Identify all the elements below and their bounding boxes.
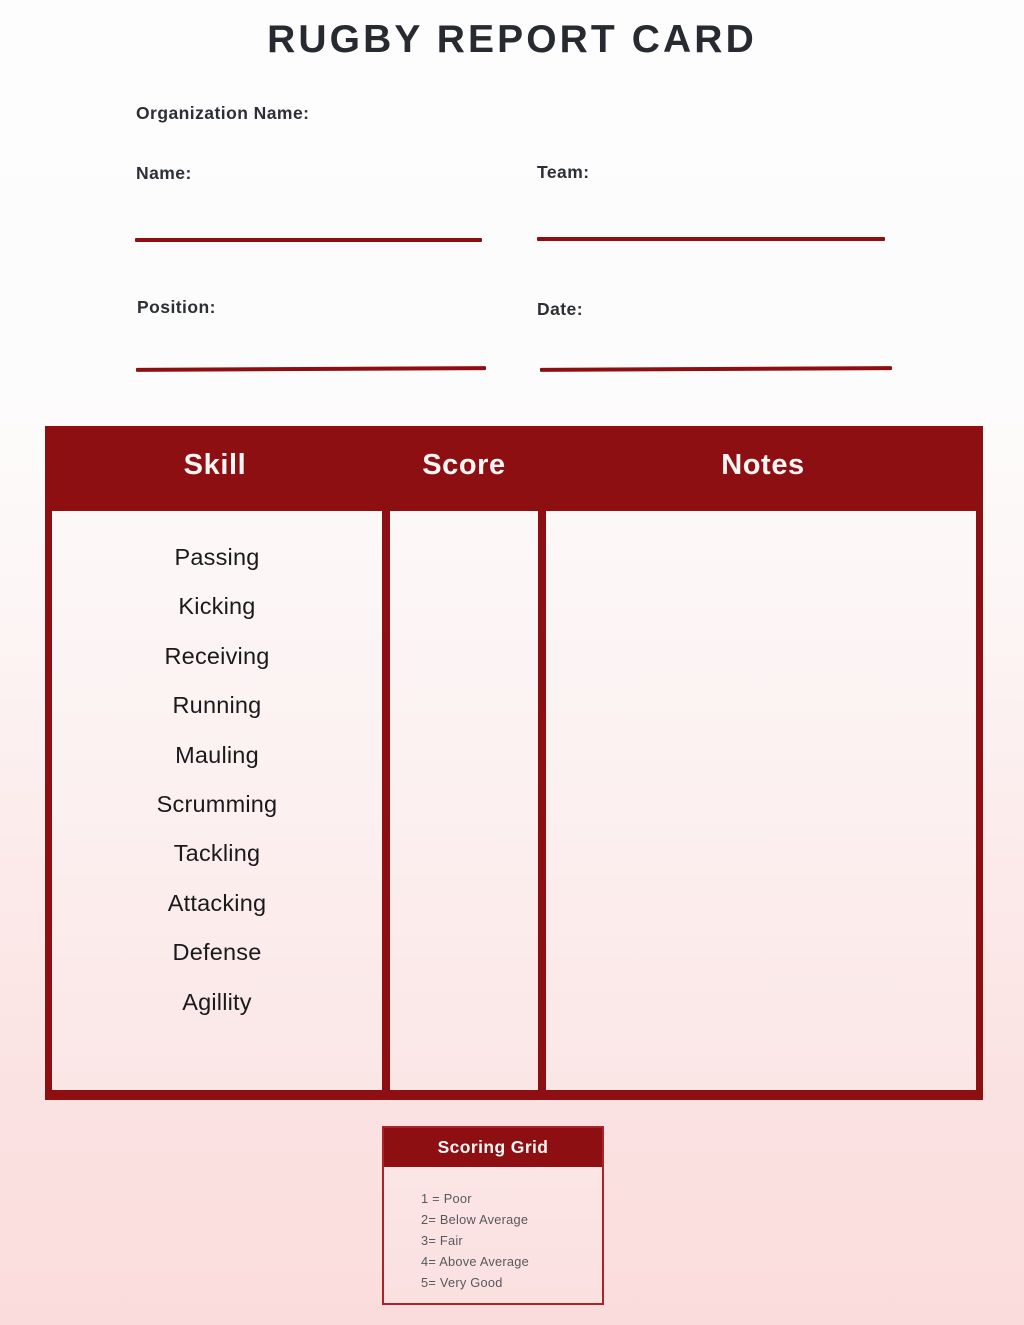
skills-table (45, 426, 983, 1100)
form-fields (0, 98, 1024, 398)
column-header-score: Score (422, 448, 506, 481)
skill-row: Tackling (173, 840, 261, 867)
name-label: Name: (136, 163, 192, 183)
team-input-rule[interactable] (537, 237, 885, 241)
skill-row: Defense (172, 939, 262, 966)
notes-cell[interactable] (546, 533, 976, 582)
scoring-grid-entry: 5= Very Good (421, 1275, 503, 1290)
position-label: Position: (137, 297, 216, 317)
scoring-grid-entry: 3= Fair (421, 1233, 463, 1248)
notes-cell[interactable] (546, 780, 976, 829)
date-input-rule[interactable] (540, 366, 892, 372)
notes-cell[interactable] (546, 731, 976, 780)
score-cell[interactable] (390, 829, 538, 878)
date-label: Date: (537, 299, 584, 319)
score-cell[interactable] (390, 632, 538, 681)
skill-row: Kicking (178, 593, 256, 620)
score-cell[interactable] (390, 928, 538, 977)
score-cell[interactable] (390, 978, 538, 1027)
scoring-grid-entry: 4= Above Average (421, 1254, 530, 1269)
scoring-grid-title: Scoring Grid (384, 1128, 602, 1167)
table-header-row (45, 426, 983, 504)
team-label: Team: (537, 162, 590, 182)
scoring-grid (382, 1126, 604, 1305)
scoring-grid-entry: 2= Below Average (421, 1212, 529, 1227)
skill-row: Attacking (167, 889, 267, 916)
skill-column (52, 511, 382, 1090)
skill-row: Agillity (182, 988, 252, 1015)
skill-row: Passing (174, 544, 260, 570)
notes-cell[interactable] (546, 829, 976, 878)
notes-cell[interactable] (546, 681, 976, 730)
skill-row: Receiving (164, 642, 270, 669)
organization-name-label: Organization Name: (136, 103, 310, 123)
page-title: RUGBY REPORT CARD (267, 18, 757, 61)
score-cell[interactable] (390, 879, 538, 928)
skill-row: Mauling (175, 741, 259, 768)
score-cell[interactable] (390, 731, 538, 780)
position-input-rule[interactable] (136, 366, 486, 372)
notes-cell[interactable] (546, 879, 976, 928)
column-header-notes: Notes (721, 448, 805, 481)
score-cell[interactable] (390, 582, 538, 631)
name-input-rule[interactable] (135, 238, 482, 242)
notes-column[interactable] (546, 511, 976, 1090)
score-cell[interactable] (390, 533, 538, 582)
score-column[interactable] (390, 511, 538, 1090)
scoring-grid-entries (384, 1167, 602, 1293)
notes-cell[interactable] (546, 978, 976, 1027)
score-cell[interactable] (390, 681, 538, 730)
notes-cell[interactable] (546, 928, 976, 977)
score-cell[interactable] (390, 780, 538, 829)
skill-row: Running (172, 692, 262, 719)
notes-cell[interactable] (546, 632, 976, 681)
notes-cell[interactable] (546, 582, 976, 631)
skill-row: Scrumming (156, 790, 278, 817)
column-header-skill: Skill (183, 448, 247, 481)
table-body (45, 504, 983, 1100)
scoring-grid-entry: 1 = Poor (421, 1191, 472, 1206)
